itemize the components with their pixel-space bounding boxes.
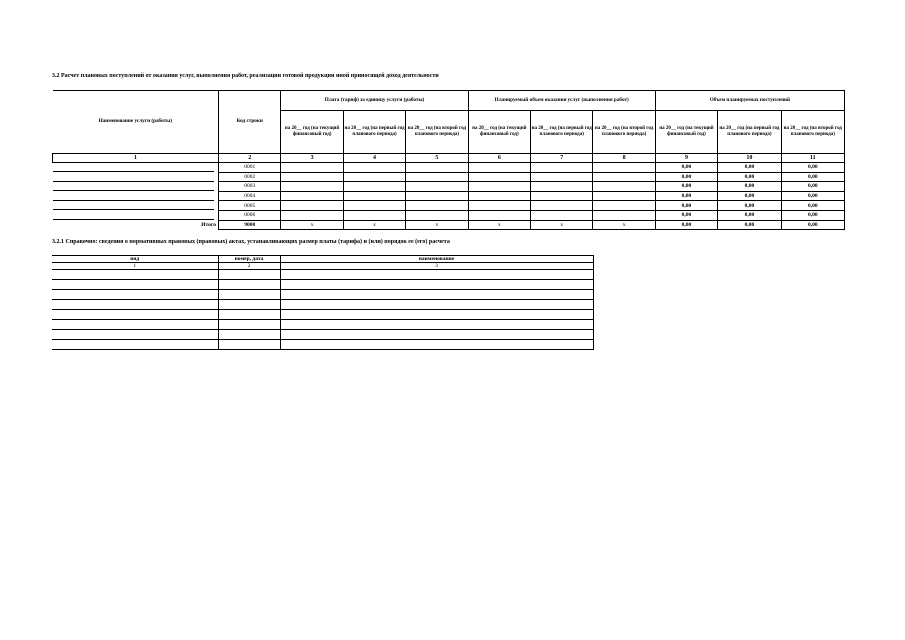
volume-current-cell[interactable] [468,210,530,220]
header-act-number-date: номер, дата [218,256,280,263]
row-code-cell: 0006 [219,210,281,220]
income-current-cell: 0,00 [655,172,717,182]
income-first-cell: 0,00 [718,163,781,173]
volume-current-cell[interactable] [468,172,530,182]
table-row [52,280,593,290]
column-number: 5 [406,154,468,163]
service-name-cell[interactable] [53,210,219,220]
tariff-first-cell[interactable] [343,210,405,220]
tariff-second-cell[interactable] [406,191,468,201]
volume-second-cell[interactable] [593,201,655,211]
income-first-cell: 0,00 [718,182,781,192]
tariff-second-cell[interactable] [406,163,468,173]
volume-first-cell[interactable] [531,191,593,201]
tariff-second-cell[interactable] [406,210,468,220]
act-type-cell[interactable] [52,320,218,330]
column-number: 6 [468,154,530,163]
column-number: 10 [718,154,781,163]
column-number: 2 [219,154,281,163]
header-year-first: на 20__ год (на первый год планового периода) [531,111,593,154]
tariff-second-cell[interactable] [406,172,468,182]
row-code-cell: 0003 [219,182,281,192]
act-number-date-cell[interactable] [218,320,280,330]
total-x-mark: x [406,220,468,230]
tariff-current-cell[interactable] [281,163,343,173]
act-number-date-cell[interactable] [218,290,280,300]
volume-second-cell[interactable] [593,210,655,220]
act-number-date-cell[interactable] [218,300,280,310]
header-group-income: Объем планируемых поступлений [655,91,844,111]
total-row [53,220,845,230]
act-number-date-cell[interactable] [218,340,280,350]
service-name-cell[interactable] [53,191,219,201]
total-x-mark: x [468,220,530,230]
act-type-cell[interactable] [52,330,218,340]
act-title-cell[interactable] [280,300,593,310]
header-year-second: на 20__ год (на второй год планового периода) [593,111,655,154]
header-group-tariff: Плата (тариф) за единицу услуги (работы) [281,91,468,111]
income-current-cell: 0,00 [655,182,717,192]
tariff-second-cell[interactable] [406,201,468,211]
legal-acts-table [52,255,594,350]
income-second-cell: 0,00 [781,163,844,173]
act-title-cell[interactable] [280,320,593,330]
act-title-cell[interactable] [280,330,593,340]
header-row-code: Код строки [219,91,281,154]
header-year-first: на 20__ год (на первый год планового периода) [343,111,405,154]
table-row [52,320,593,330]
income-second-cell: 0,00 [781,210,844,220]
column-number: 2 [218,263,280,270]
income-first-cell: 0,00 [718,201,781,211]
volume-first-cell[interactable] [531,182,593,192]
act-type-cell[interactable] [52,270,218,280]
act-title-cell[interactable] [280,270,593,280]
act-type-cell[interactable] [52,310,218,320]
volume-second-cell[interactable] [593,163,655,173]
service-name-cell[interactable] [53,163,219,173]
tariff-first-cell[interactable] [343,172,405,182]
tariff-current-cell[interactable] [281,191,343,201]
volume-first-cell[interactable] [531,172,593,182]
volume-first-cell[interactable] [531,163,593,173]
volume-current-cell[interactable] [468,191,530,201]
column-number: 1 [52,263,218,270]
income-current-cell: 0,00 [655,191,717,201]
total-income-current: 0,00 [655,220,717,230]
income-second-cell: 0,00 [781,201,844,211]
income-second-cell: 0,00 [781,191,844,201]
column-number: 4 [343,154,405,163]
header-act-title: наименование [280,256,593,263]
column-number: 9 [655,154,717,163]
total-x-mark: x [343,220,405,230]
section-title-legal-acts: 3.2.1 Справочно: сведения о нормативных правовых (правовых) актах, устанавливающих размер платы (тарифа) и (или) порядок ее (его) расчета [52,239,450,245]
tariff-first-cell[interactable] [343,191,405,201]
act-number-date-cell[interactable] [218,270,280,280]
table-row [52,270,593,280]
income-current-cell: 0,00 [655,163,717,173]
volume-first-cell[interactable] [531,201,593,211]
column-number: 1 [53,154,219,163]
tariff-first-cell[interactable] [343,163,405,173]
act-number-date-cell[interactable] [218,330,280,340]
tariff-current-cell[interactable] [281,182,343,192]
volume-current-cell[interactable] [468,163,530,173]
tariff-first-cell[interactable] [343,182,405,192]
table-row [53,201,845,211]
table-row [53,182,845,192]
volume-first-cell[interactable] [531,210,593,220]
act-number-date-cell[interactable] [218,310,280,320]
total-x-mark: x [531,220,593,230]
table-row [53,210,845,220]
table-row [52,290,593,300]
total-income-first: 0,00 [718,220,781,230]
table-row [52,310,593,320]
income-second-cell: 0,00 [781,182,844,192]
header-service-name: Наименование услуги (работы) [53,91,219,154]
service-name-cell[interactable] [53,182,219,192]
header-year-first: на 20__ год (на первый год планового периода) [718,111,781,154]
header-group-volume: Планируемый объем оказания услуг (выполнения работ) [468,91,655,111]
tariff-current-cell[interactable] [281,201,343,211]
volume-current-cell[interactable] [468,182,530,192]
row-code-cell: 0005 [219,201,281,211]
service-name-cell[interactable] [53,201,219,211]
planned-income-table [52,90,845,230]
table-row [53,191,845,201]
act-type-cell[interactable] [52,280,218,290]
tariff-current-cell[interactable] [281,210,343,220]
volume-second-cell[interactable] [593,182,655,192]
header-year-second: на 20__ год (на второй год планового периода) [781,111,844,154]
column-number: 7 [531,154,593,163]
act-title-cell[interactable] [280,290,593,300]
tariff-first-cell[interactable] [343,201,405,211]
act-title-cell[interactable] [280,340,593,350]
act-type-cell[interactable] [52,300,218,310]
volume-second-cell[interactable] [593,172,655,182]
total-income-second: 0,00 [781,220,844,230]
total-x-mark: x [593,220,655,230]
act-type-cell[interactable] [52,340,218,350]
column-number: 3 [280,263,593,270]
income-current-cell: 0,00 [655,201,717,211]
income-current-cell: 0,00 [655,210,717,220]
header-year-current: на 20__ год (на текущий финансовый год) [281,111,343,154]
row-code-cell: 0002 [219,172,281,182]
table-row [52,340,593,350]
service-name-cell[interactable] [53,172,219,182]
section-title-planned-income: 3.2 Расчет плановых поступлений от оказания услуг, выполнения работ, реализации готовой продукции иной приносящей доход деятельности [52,73,439,79]
total-x-mark: x [281,220,343,230]
tariff-second-cell[interactable] [406,182,468,192]
income-first-cell: 0,00 [718,191,781,201]
income-first-cell: 0,00 [718,172,781,182]
table-row [52,300,593,310]
row-code-cell: 0004 [219,191,281,201]
income-second-cell: 0,00 [781,172,844,182]
column-number: 11 [781,154,844,163]
act-title-cell[interactable] [280,280,593,290]
act-number-date-cell[interactable] [218,280,280,290]
column-number: 3 [281,154,343,163]
table-row [53,172,845,182]
income-first-cell: 0,00 [718,210,781,220]
total-code: 9000 [219,220,281,230]
volume-second-cell[interactable] [593,191,655,201]
act-type-cell[interactable] [52,290,218,300]
header-year-second: на 20__ год (на второй год планового периода) [406,111,468,154]
table-row [52,330,593,340]
column-number: 8 [593,154,655,163]
header-year-current: на 20__ год (на текущий финансовый год) [468,111,530,154]
header-act-type: вид [52,256,218,263]
row-code-cell: 0001 [219,163,281,173]
act-title-cell[interactable] [280,310,593,320]
table-row [53,163,845,173]
volume-current-cell[interactable] [468,201,530,211]
tariff-current-cell[interactable] [281,172,343,182]
total-label: Итого [53,220,219,230]
header-year-current: на 20__ год (на текущий финансовый год) [655,111,717,154]
